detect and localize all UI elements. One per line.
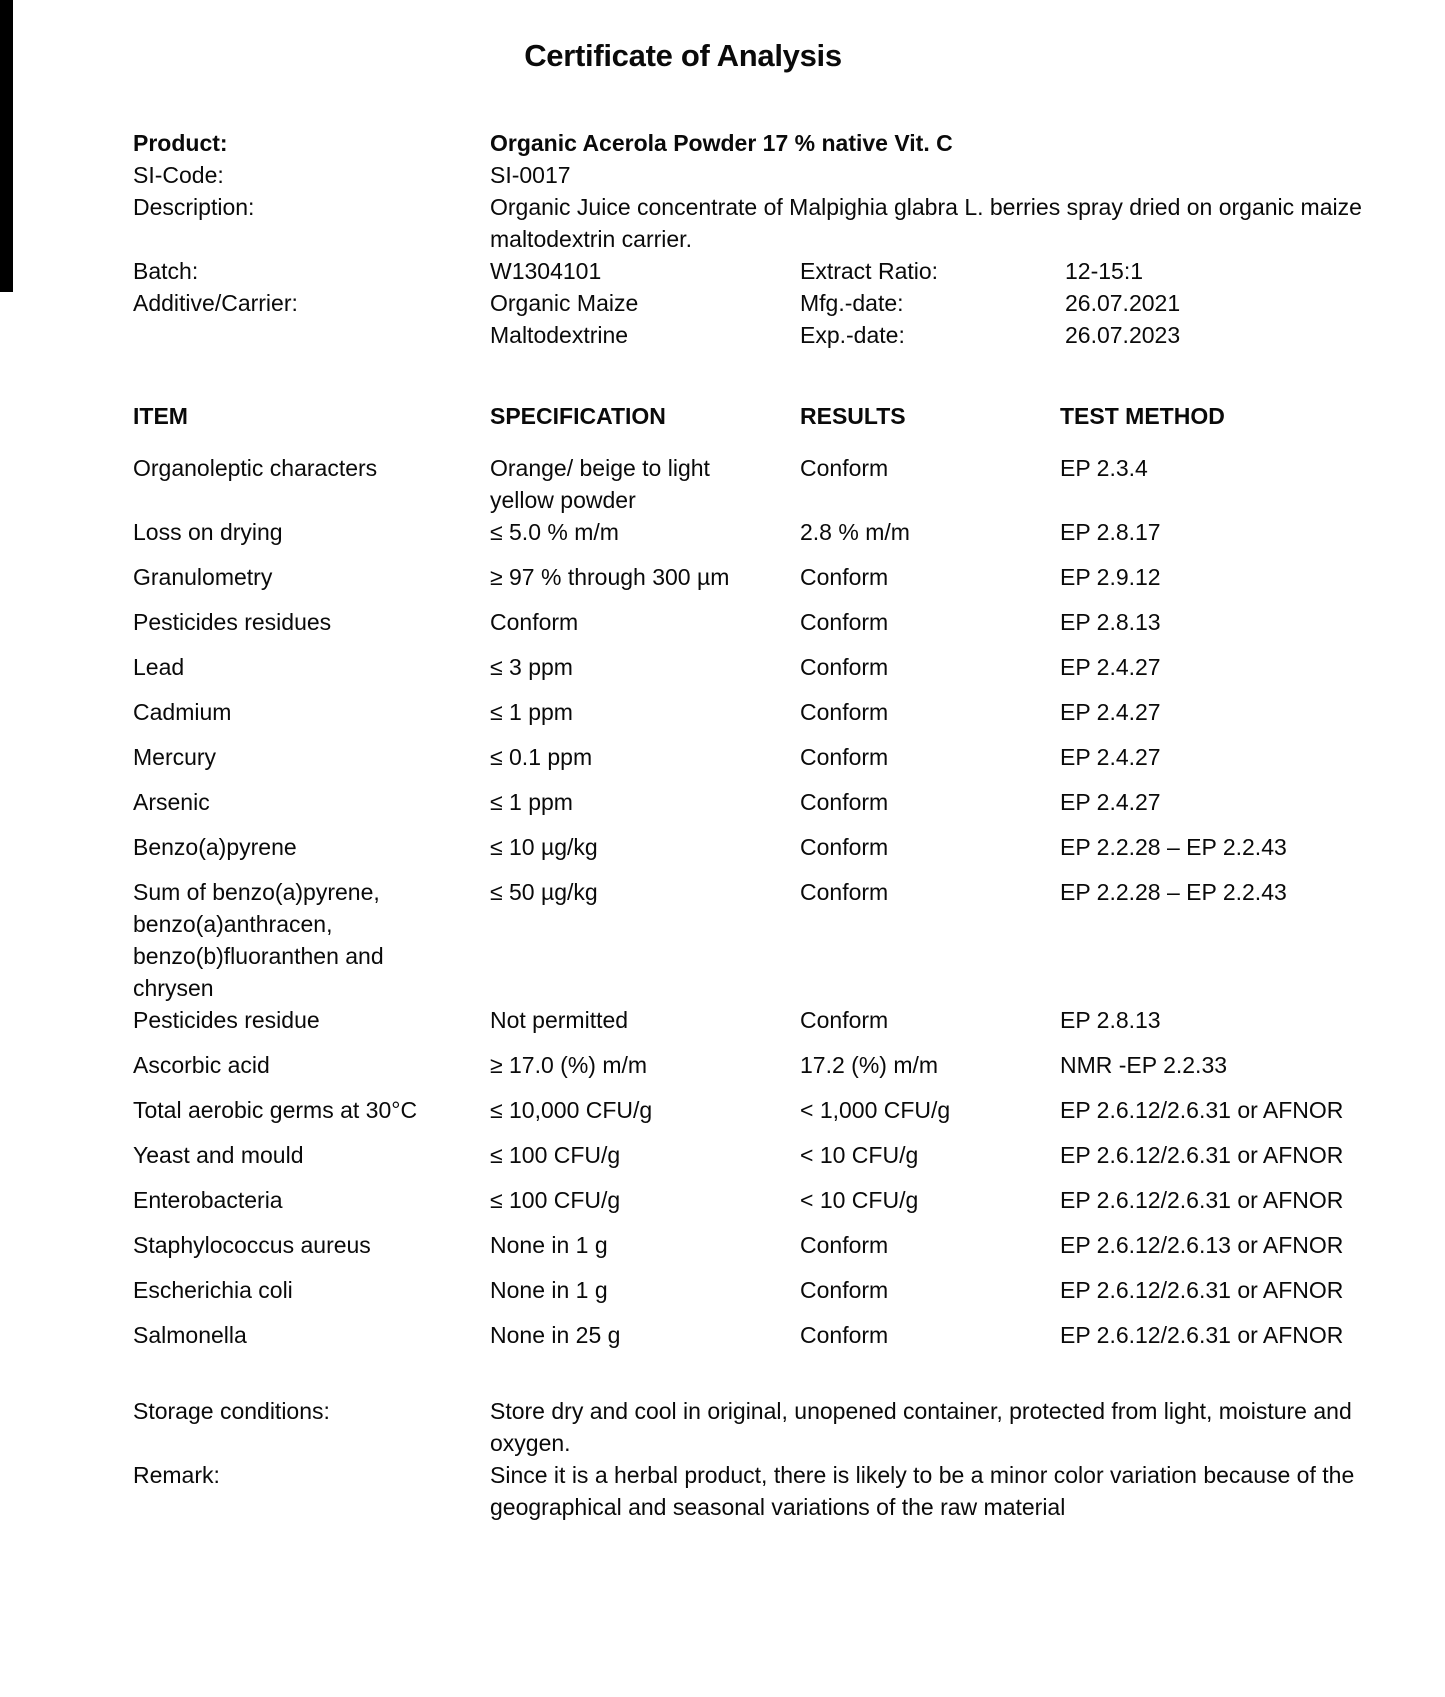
mfg-date-value: 26.07.2021 [1065, 290, 1181, 316]
remark-label: Remark: [133, 1462, 220, 1488]
results-table [133, 400, 1445, 1351]
footer-section [133, 1395, 1445, 1523]
cell-test-method: EP 2.6.12/2.6.31 or AFNOR [1060, 1097, 1344, 1123]
extract-ratio-value: 12-15:1 [1065, 258, 1144, 284]
cell-result: Conform [800, 879, 889, 905]
cell-item: Staphylococcus aureus [133, 1232, 371, 1258]
cell-result: < 10 CFU/g [800, 1142, 919, 1168]
cell-specification: ≤ 0.1 ppm [490, 744, 593, 770]
table-row [133, 1319, 1445, 1351]
cell-test-method: EP 2.6.12/2.6.31 or AFNOR [1060, 1187, 1344, 1213]
cell-item: Arsenic [133, 789, 210, 815]
exp-date-label: Exp.-date: [800, 322, 905, 348]
cell-test-method: EP 2.9.12 [1060, 564, 1161, 590]
cell-result: Conform [800, 1232, 889, 1258]
column-header-test-method: TEST METHOD [1060, 403, 1225, 429]
cell-result: Conform [800, 455, 889, 481]
cell-result: 2.8 % m/m [800, 519, 910, 545]
product-value: Organic Acerola Powder 17 % native Vit. C [490, 130, 953, 156]
meta-row-additive [133, 287, 1445, 319]
cell-result: Conform [800, 1322, 889, 1348]
cell-test-method: EP 2.3.4 [1060, 455, 1148, 481]
cell-item: Loss on drying [133, 519, 283, 545]
cell-specification: ≤ 5.0 % m/m [490, 519, 619, 545]
table-row [133, 651, 1445, 683]
cell-item: Total aerobic germs at 30°C [133, 1097, 418, 1123]
exp-date-value: 26.07.2023 [1065, 322, 1181, 348]
si-code-value: SI-0017 [490, 162, 571, 188]
cell-item: Salmonella [133, 1322, 247, 1348]
cell-test-method: EP 2.4.27 [1060, 699, 1161, 725]
si-code-label: SI-Code: [133, 162, 224, 188]
cell-test-method: EP 2.8.13 [1060, 1007, 1161, 1033]
table-row [133, 561, 1445, 593]
cell-test-method: EP 2.8.17 [1060, 519, 1161, 545]
storage-conditions-text: Store dry and cool in original, unopened container, protected from light, moisture and oxygen. [490, 1398, 1352, 1456]
table-row [133, 452, 1445, 516]
cell-specification: None in 1 g [490, 1232, 608, 1258]
cell-test-method: EP 2.4.27 [1060, 789, 1161, 815]
cell-specification: ≤ 100 CFU/g [490, 1142, 621, 1168]
cell-result: Conform [800, 609, 889, 635]
table-row [133, 831, 1445, 863]
cell-item: Lead [133, 654, 185, 680]
cell-test-method: EP 2.2.28 – EP 2.2.43 [1060, 879, 1287, 905]
table-row [133, 1139, 1445, 1171]
cell-test-method: EP 2.6.12/2.6.31 or AFNOR [1060, 1142, 1344, 1168]
column-header-results: RESULTS [800, 403, 906, 429]
table-row [133, 696, 1445, 728]
table-row [133, 606, 1445, 638]
table-rows [133, 452, 1445, 1351]
meta-row-description [133, 191, 1445, 255]
cell-specification: ≤ 3 ppm [490, 654, 573, 680]
cell-item: Ascorbic acid [133, 1052, 270, 1078]
table-row [133, 1094, 1445, 1126]
column-header-item: ITEM [133, 403, 188, 429]
cell-result: 17.2 (%) m/m [800, 1052, 939, 1078]
cell-test-method: EP 2.6.12/2.6.31 or AFNOR [1060, 1322, 1344, 1348]
meta-section [133, 127, 1445, 351]
cell-test-method: EP 2.6.12/2.6.31 or AFNOR [1060, 1277, 1344, 1303]
cell-item: Cadmium [133, 699, 232, 725]
cell-item: Escherichia coli [133, 1277, 293, 1303]
cell-result: < 1,000 CFU/g [800, 1097, 951, 1123]
additive-carrier-value-line2: Maltodextrine [490, 322, 629, 348]
meta-row-product [133, 127, 1445, 159]
product-label: Product: [133, 130, 228, 156]
table-row [133, 1049, 1445, 1081]
cell-item: Pesticides residue [133, 1007, 320, 1033]
table-row [133, 1274, 1445, 1306]
additive-carrier-label: Additive/Carrier: [133, 290, 298, 316]
table-row [133, 1229, 1445, 1261]
cell-specification: None in 25 g [490, 1322, 621, 1348]
description-label: Description: [133, 194, 255, 220]
batch-value: W1304101 [490, 258, 602, 284]
cell-specification: ≤ 100 CFU/g [490, 1187, 621, 1213]
meta-row-si-code [133, 159, 1445, 191]
cell-test-method: EP 2.2.28 – EP 2.2.43 [1060, 834, 1287, 860]
table-row [133, 876, 1445, 1004]
cell-result: Conform [800, 564, 889, 590]
meta-row-batch [133, 255, 1445, 287]
table-row [133, 1184, 1445, 1216]
cell-item: Pesticides residues [133, 609, 332, 635]
cell-item: Enterobacteria [133, 1187, 283, 1213]
cell-item: Sum of benzo(a)pyrene, benzo(a)anthracen, benzo(b)fluoranthen and chrysen [133, 879, 384, 1001]
table-row [133, 516, 1445, 548]
cell-result: < 10 CFU/g [800, 1187, 919, 1213]
cell-test-method: EP 2.6.12/2.6.13 or AFNOR [1060, 1232, 1344, 1258]
cell-test-method: EP 2.4.27 [1060, 744, 1161, 770]
cell-result: Conform [800, 1007, 889, 1033]
additive-carrier-value-line1: Organic Maize [490, 290, 639, 316]
description-value: Organic Juice concentrate of Malpighia glabra L. berries spray dried on organic maize maltodextrin carrier. [490, 194, 1362, 252]
cell-item: Mercury [133, 744, 217, 770]
cell-result: Conform [800, 834, 889, 860]
table-header-row [133, 400, 1445, 432]
cell-specification: ≤ 10,000 CFU/g [490, 1097, 653, 1123]
cell-item: Yeast and mould [133, 1142, 304, 1168]
title-wrap [0, 0, 1366, 74]
page-title: Certificate of Analysis [524, 38, 842, 73]
cell-item: Organoleptic characters [133, 455, 378, 481]
cell-result: Conform [800, 789, 889, 815]
cell-test-method: NMR -EP 2.2.33 [1060, 1052, 1228, 1078]
table-row [133, 786, 1445, 818]
cell-specification: Not permitted [490, 1007, 629, 1033]
table-row [133, 1004, 1445, 1036]
extract-ratio-label: Extract Ratio: [800, 258, 939, 284]
batch-label: Batch: [133, 258, 199, 284]
meta-row-carrier2 [133, 319, 1445, 351]
scan-edge-artifact [0, 0, 13, 292]
cell-test-method: EP 2.4.27 [1060, 654, 1161, 680]
cell-specification: ≤ 50 µg/kg [490, 879, 598, 905]
cell-specification: Conform [490, 609, 579, 635]
mfg-date-label: Mfg.-date: [800, 290, 904, 316]
cell-specification: ≤ 1 ppm [490, 699, 573, 725]
cell-result: Conform [800, 654, 889, 680]
table-row [133, 741, 1445, 773]
storage-conditions-label: Storage conditions: [133, 1398, 330, 1424]
cell-result: Conform [800, 744, 889, 770]
cell-result: Conform [800, 1277, 889, 1303]
storage-conditions-row [133, 1395, 1445, 1459]
cell-specification: ≤ 10 µg/kg [490, 834, 598, 860]
remark-row [133, 1459, 1445, 1523]
cell-specification: ≤ 1 ppm [490, 789, 573, 815]
cell-result: Conform [800, 699, 889, 725]
cell-test-method: EP 2.8.13 [1060, 609, 1161, 635]
cell-item: Granulometry [133, 564, 273, 590]
cell-specification: None in 1 g [490, 1277, 608, 1303]
cell-specification: Orange/ beige to light yellow powder [490, 455, 710, 513]
remark-text: Since it is a herbal product, there is likely to be a minor color variation because of the geographical and seasonal variations of the raw material [490, 1462, 1355, 1520]
cell-item: Benzo(a)pyrene [133, 834, 297, 860]
cell-specification: ≥ 97 % through 300 µm [490, 564, 730, 590]
cell-specification: ≥ 17.0 (%) m/m [490, 1052, 648, 1078]
column-header-specification: SPECIFICATION [490, 403, 666, 429]
